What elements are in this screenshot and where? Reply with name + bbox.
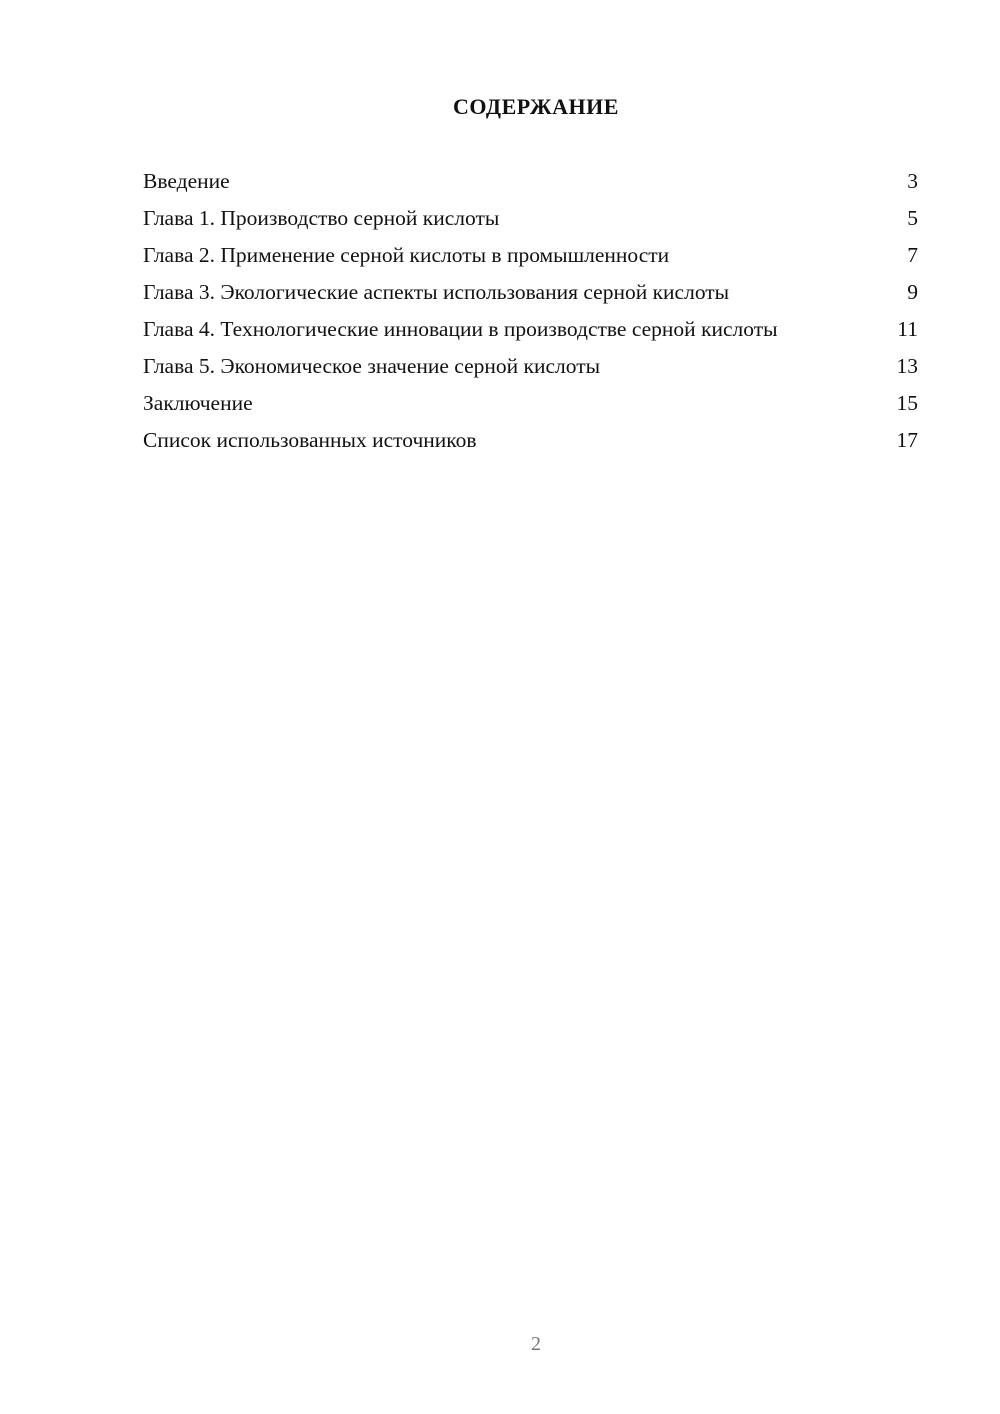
- toc-entry-page: 15: [896, 391, 918, 415]
- toc-entry-text: Заключение: [143, 391, 253, 415]
- toc-entry-page: 3: [907, 169, 918, 193]
- toc-entry-text: Глава 2. Применение серной кислоты в промышленности: [143, 243, 670, 267]
- toc-entry-page: 9: [907, 280, 918, 304]
- toc-entry-page: 17: [896, 428, 918, 452]
- toc-entry-chapter-4[interactable]: [143, 316, 918, 342]
- page-number: 2: [531, 1333, 541, 1355]
- toc-entry-page: 7: [907, 243, 918, 267]
- toc-entry-conclusion[interactable]: [143, 390, 918, 416]
- toc-entry-chapter-2[interactable]: [143, 242, 918, 268]
- toc-entry-introduction[interactable]: [143, 168, 918, 194]
- toc-entry-references[interactable]: [143, 427, 918, 453]
- toc-entry-page: 5: [907, 206, 918, 230]
- toc-entry-text: Введение: [143, 169, 230, 193]
- toc-entry-text: Глава 3. Экологические аспекты использования серной кислоты: [143, 280, 730, 304]
- toc-title: СОДЕРЖАНИЕ: [453, 94, 619, 119]
- toc-entry-page: 13: [896, 354, 918, 378]
- toc-entry-chapter-3[interactable]: [143, 279, 918, 305]
- toc-entry-chapter-1[interactable]: [143, 205, 918, 231]
- toc-entry-text: Список использованных источников: [143, 428, 477, 452]
- toc-entry-text: Глава 4. Технологические инновации в производстве серной кислоты: [143, 317, 778, 341]
- toc-entry-page: 11: [897, 317, 918, 341]
- toc-entry-text: Глава 5. Экономическое значение серной кислоты: [143, 354, 601, 378]
- table-of-contents: [143, 168, 918, 464]
- toc-entry-text: Глава 1. Производство серной кислоты: [143, 206, 500, 230]
- toc-entry-chapter-5[interactable]: [143, 353, 918, 379]
